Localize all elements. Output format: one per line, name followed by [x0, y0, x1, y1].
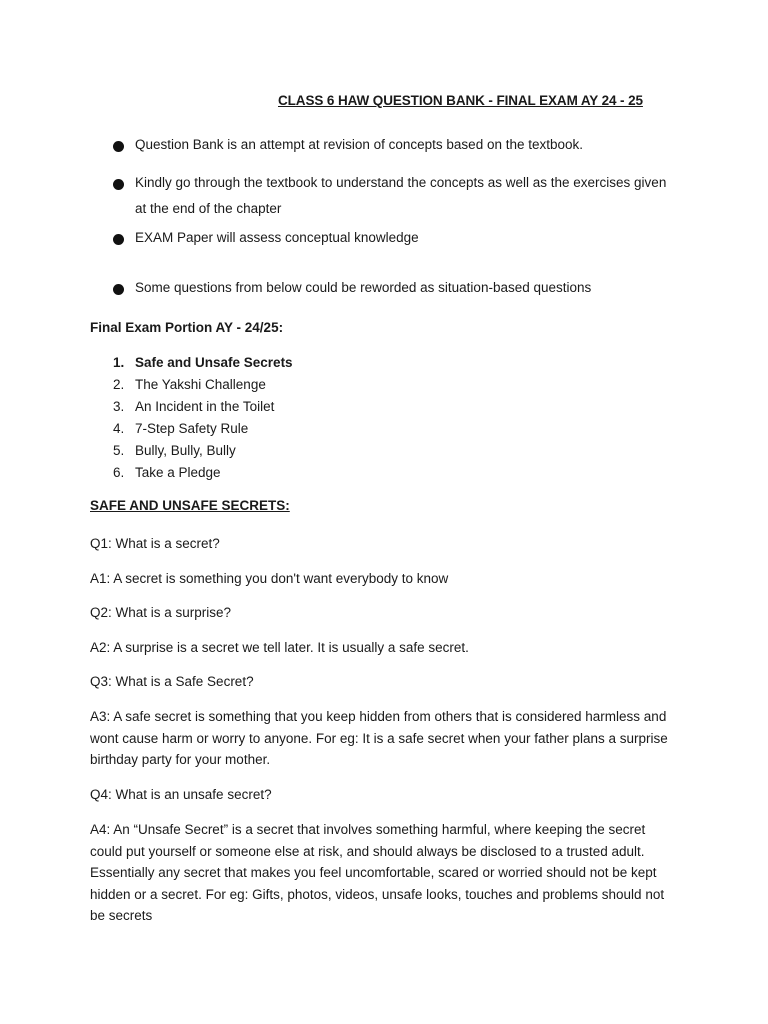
intro-bullet-text: EXAM Paper will assess conceptual knowledge: [135, 230, 419, 245]
question-text: Q3: What is a Safe Secret?: [90, 674, 254, 689]
question-text: Q1: What is a secret?: [90, 536, 220, 551]
document-title: CLASS 6 HAW QUESTION BANK - FINAL EXAM AY 24 - 25: [278, 93, 643, 108]
portion-item: [0, 462, 400, 484]
portion-item: [0, 352, 400, 374]
portion-item: [0, 374, 400, 396]
intro-bullet-text: Kindly go through the textbook to understand the concepts as well as the exercises given at the end of the chapter: [135, 175, 667, 216]
answer-text: A2: A surprise is a secret we tell later. It is usually a safe secret.: [90, 640, 469, 655]
bullet-dot-icon: [113, 179, 124, 190]
portion-item-label: Bully, Bully, Bully: [135, 443, 236, 458]
portion-item-number: 5.: [113, 443, 125, 458]
answer-text: A3: A safe secret is something that you keep hidden from others that is considered harmless and wont cause harm or worry to anyone. For eg: It is a safe secret when your father plans a surprise birthday party for your mother.: [90, 709, 668, 768]
bullet-dot-icon: [113, 284, 124, 295]
portion-item: [0, 440, 400, 462]
portion-item-number: 1.: [113, 355, 125, 370]
bullet-dot-icon: [113, 234, 124, 245]
answer-text: A1: A secret is something you don't want everybody to know: [90, 571, 449, 586]
portion-item-label: An Incident in the Toilet: [135, 399, 275, 414]
question-text: Q4: What is an unsafe secret?: [90, 787, 272, 802]
portion-item-label: 7-Step Safety Rule: [135, 421, 249, 436]
intro-bullet-text: Question Bank is an attempt at revision of concepts based on the textbook.: [135, 137, 584, 152]
portion-item-number: 6.: [113, 465, 125, 480]
intro-bullet-text: Some questions from below could be reworded as situation-based questions: [135, 280, 592, 295]
portion-item: [0, 418, 400, 440]
bullet-dot-icon: [113, 141, 124, 152]
portion-heading: Final Exam Portion AY - 24/25:: [90, 320, 284, 335]
answer-text: A4: An “Unsafe Secret” is a secret that involves something harmful, where keeping the secret could put yourself or someone else at risk, and should always be disclosed to a trusted adult. Essentially any secret that makes you feel uncomfortable, scared or worried should not be kept hidden or a secret. For eg: Gifts, photos, videos, unsafe looks, touches and problems should not be secrets: [90, 822, 665, 924]
portion-item-number: 2.: [113, 377, 125, 392]
portion-item: [0, 396, 400, 418]
section-heading: SAFE AND UNSAFE SECRETS:: [90, 498, 290, 513]
portion-item-number: 3.: [113, 399, 125, 414]
portion-item-label: Take a Pledge: [135, 465, 221, 480]
portion-item-label: The Yakshi Challenge: [135, 377, 266, 392]
portion-item-number: 4.: [113, 421, 125, 436]
question-text: Q2: What is a surprise?: [90, 605, 232, 620]
portion-item-label: Safe and Unsafe Secrets: [135, 355, 293, 370]
